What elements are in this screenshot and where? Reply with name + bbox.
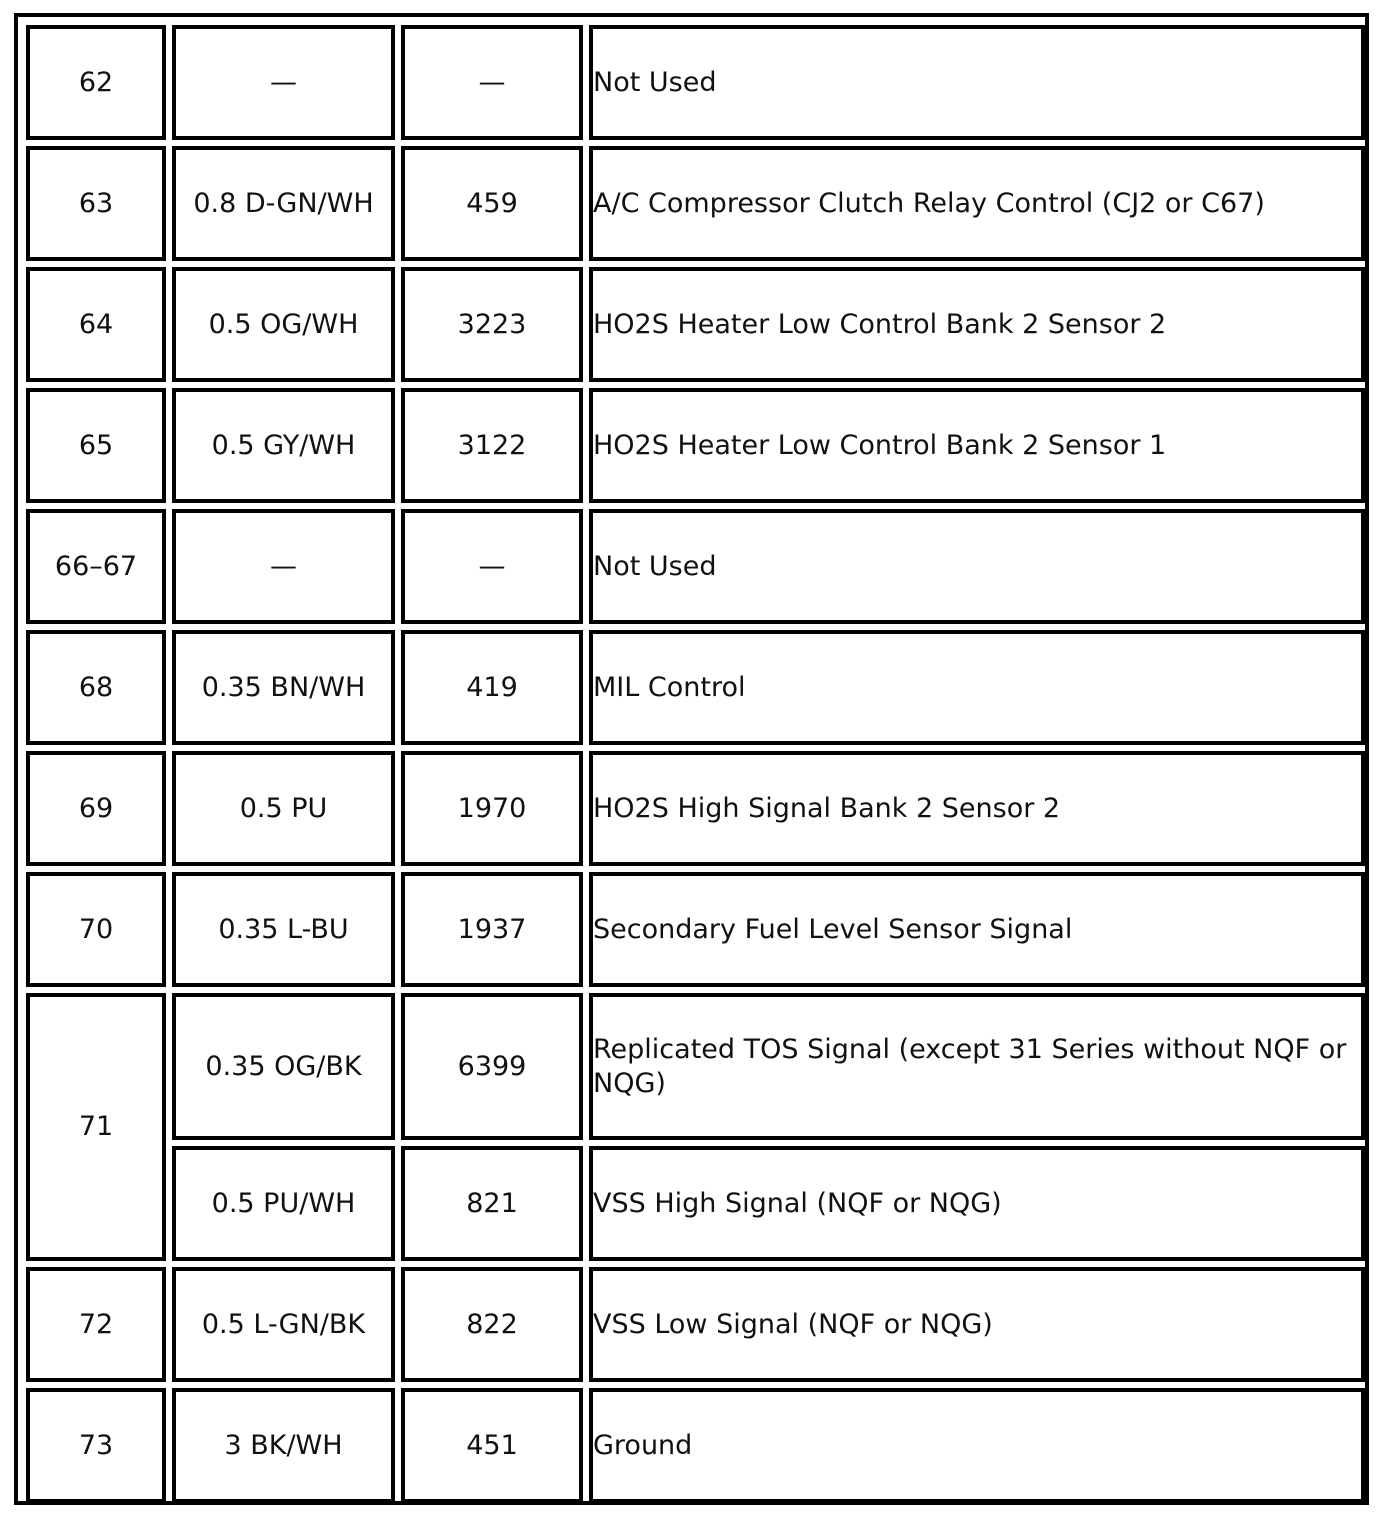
table-row (26, 872, 1365, 987)
circuit-cell: 6399 (401, 993, 583, 1140)
table-row (26, 630, 1365, 745)
circuit-cell: 822 (401, 1267, 583, 1382)
function-cell: MIL Control (589, 630, 1365, 745)
wire-cell: 0.5 OG/WH (172, 267, 395, 382)
pin-cell: 65 (26, 388, 166, 503)
circuit-cell: 3122 (401, 388, 583, 503)
pin-cell: 62 (26, 25, 166, 140)
circuit-cell: 459 (401, 146, 583, 261)
wire-cell: 0.35 BN/WH (172, 630, 395, 745)
function-cell: Not Used (589, 25, 1365, 140)
wire-cell: 0.5 PU/WH (172, 1146, 395, 1261)
circuit-cell: — (401, 25, 583, 140)
wire-cell: — (172, 25, 395, 140)
wire-cell: 0.35 L-BU (172, 872, 395, 987)
wire-cell: 0.35 OG/BK (172, 993, 395, 1140)
pin-cell: 71 (26, 993, 166, 1261)
connector-pinout-table (20, 19, 1371, 1509)
pin-cell: 68 (26, 630, 166, 745)
circuit-cell: 451 (401, 1388, 583, 1503)
table-row (26, 751, 1365, 866)
table-row (26, 1146, 1365, 1261)
pin-cell: 73 (26, 1388, 166, 1503)
function-cell: VSS Low Signal (NQF or NQG) (589, 1267, 1365, 1382)
function-cell: VSS High Signal (NQF or NQG) (589, 1146, 1365, 1261)
function-cell: Secondary Fuel Level Sensor Signal (589, 872, 1365, 987)
circuit-cell: — (401, 509, 583, 624)
function-cell: Replicated TOS Signal (except 31 Series without NQF or NQG) (589, 993, 1365, 1140)
table-row (26, 1388, 1365, 1503)
pin-cell: 70 (26, 872, 166, 987)
circuit-cell: 1970 (401, 751, 583, 866)
wire-cell: 0.5 GY/WH (172, 388, 395, 503)
table-row (26, 993, 1365, 1140)
function-cell: Not Used (589, 509, 1365, 624)
function-cell: Ground (589, 1388, 1365, 1503)
table-row (26, 1267, 1365, 1382)
wire-cell: 3 BK/WH (172, 1388, 395, 1503)
table-row (26, 267, 1365, 382)
pin-cell: 72 (26, 1267, 166, 1382)
circuit-cell: 419 (401, 630, 583, 745)
function-cell: HO2S High Signal Bank 2 Sensor 2 (589, 751, 1365, 866)
pinout-table-frame (14, 13, 1369, 1505)
circuit-cell: 3223 (401, 267, 583, 382)
function-cell: HO2S Heater Low Control Bank 2 Sensor 1 (589, 388, 1365, 503)
wire-cell: — (172, 509, 395, 624)
wire-cell: 0.8 D-GN/WH (172, 146, 395, 261)
pin-cell: 66–67 (26, 509, 166, 624)
pin-cell: 64 (26, 267, 166, 382)
table-row (26, 509, 1365, 624)
table-row (26, 25, 1365, 140)
function-cell: HO2S Heater Low Control Bank 2 Sensor 2 (589, 267, 1365, 382)
function-cell: A/C Compressor Clutch Relay Control (CJ2 or C67) (589, 146, 1365, 261)
pin-cell: 63 (26, 146, 166, 261)
table-row (26, 388, 1365, 503)
circuit-cell: 1937 (401, 872, 583, 987)
table-row (26, 146, 1365, 261)
wire-cell: 0.5 PU (172, 751, 395, 866)
pin-cell: 69 (26, 751, 166, 866)
circuit-cell: 821 (401, 1146, 583, 1261)
wire-cell: 0.5 L-GN/BK (172, 1267, 395, 1382)
